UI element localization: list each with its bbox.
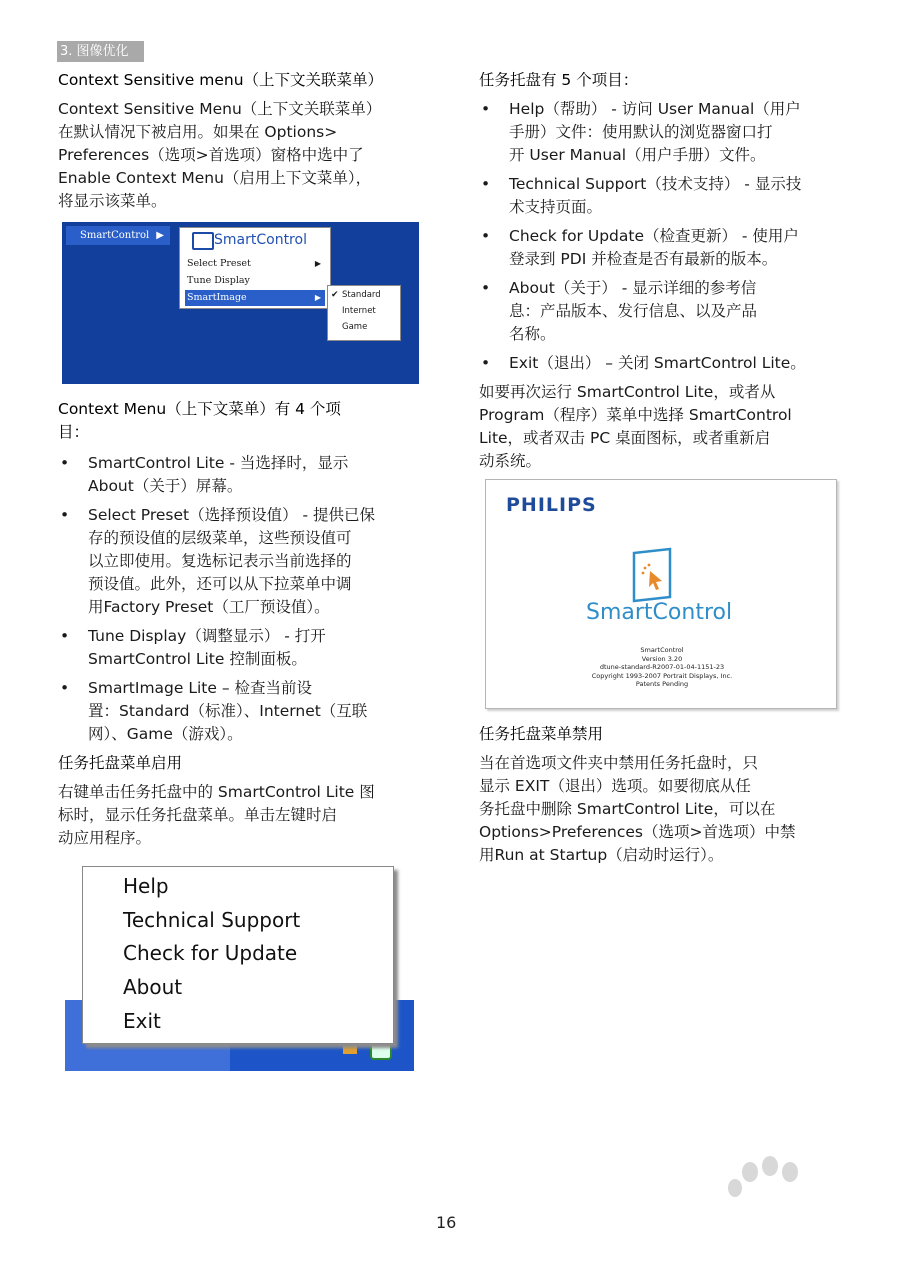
heading-tray-disabled: 任务托盘菜单禁用	[479, 725, 604, 743]
para-line: 标时，显示任务托盘菜单。单击左键时启	[58, 806, 338, 824]
section-tag: 3. 图像优化	[57, 41, 144, 62]
tray-item-exit[interactable]: Exit	[123, 1009, 161, 1033]
splash-screenshot	[485, 479, 837, 709]
arrow-right-icon: ▶	[314, 259, 321, 268]
list-item: • Tune Display（调整显示） - 打开 SmartControl Lite 控制面板。	[58, 625, 428, 671]
para-line: 用Run at Startup（启动时运行）。	[479, 846, 724, 864]
left-column	[58, 69, 428, 213]
tray-menu	[82, 866, 394, 1044]
list-item: • SmartControl Lite - 当选择时，显示 About（关于）屏幕。	[58, 452, 428, 498]
list-item: • Exit（退出） – 关闭 SmartControl Lite。	[479, 352, 849, 375]
heading-context-menu: Context Menu（上下文菜单）有 4 个项	[58, 400, 341, 418]
context-menu-screenshot	[62, 222, 419, 384]
para-line: Options>Preferences（选项>首选项）中禁	[479, 823, 796, 841]
right-column-2	[479, 723, 849, 867]
tray-bullets	[479, 98, 849, 375]
right-column	[479, 69, 849, 473]
brand-label: SmartControl	[214, 232, 307, 248]
list-item: • Help（帮助） - 访问 User Manual（用户 手册）文件：使用默认的浏览器窗口打 开 User Manual（用户手册）文件。	[479, 98, 849, 167]
tray-item-check-for-update[interactable]: Check for Update	[123, 941, 298, 965]
page-number: 16	[436, 1213, 457, 1232]
smartcontrol-tab: SmartControl ▶	[66, 226, 170, 245]
submenu-item-game[interactable]: Game	[342, 322, 368, 332]
list-item: • About（关于） - 显示详细的参考信 息：产品版本、发行信息、以及产品 名称。	[479, 277, 849, 346]
version-info: SmartControl Version 3.20 dtune-standard-R2007-01-04-1151-23 Copyright 1993-2007 Portrait Displays, Inc. Patents Pending	[591, 646, 733, 688]
para-line: 动系统。	[479, 452, 542, 470]
menu-item-smartimage[interactable]: SmartImage ▶	[185, 290, 325, 306]
tray-menu-screenshot	[65, 866, 414, 1071]
baidu-watermark	[645, 1150, 855, 1260]
tray-item-help[interactable]: Help	[123, 874, 169, 898]
para-line: 在默认情况下被启用。如果在 Options>	[58, 123, 338, 141]
arrow-right-icon: ▶	[314, 293, 321, 302]
heading-tray-enabled: 任务托盘菜单启用	[58, 754, 183, 772]
tray-icon	[343, 1044, 357, 1054]
para-line: 显示 EXIT（退出）选项。如要彻底从任	[479, 777, 751, 795]
para-line: 将显示该菜单。	[58, 192, 167, 210]
submenu-item-standard[interactable]: Standard	[342, 290, 381, 300]
monitor-icon	[192, 232, 214, 250]
product-name: SmartControl	[586, 600, 733, 625]
para-line: Enable Context Menu（启用上下文菜单），	[58, 169, 372, 187]
para-line: Lite，或者双击 PC 桌面图标，或者重新启	[479, 429, 771, 447]
menu-item-tune-display[interactable]: Tune Display	[187, 275, 250, 286]
tray-item-technical-support[interactable]: Technical Support	[123, 908, 301, 932]
list-item: • Select Preset（选择预设值） - 提供已保 存的预设值的层级菜单，这些预设值可 以立即使用。复选标记表示当前选择的 预设值。此外，还可以从下拉菜单中调 用Factory Preset（工厂预设值）。	[58, 504, 428, 619]
list-item: • SmartImage Lite – 检查当前设 置：Standard（标准）、Internet（互联 网）、Game（游戏）。	[58, 677, 428, 746]
para-line: Preferences（选项>首选项）窗格中选中了	[58, 146, 364, 164]
smartimage-submenu	[327, 285, 401, 341]
context-menu-bullets	[58, 452, 428, 746]
para-line: 右键单击任务托盘中的 SmartControl Lite 图	[58, 783, 375, 801]
left-column-2	[58, 398, 428, 850]
heading-context-menu-cont: 目：	[58, 423, 90, 441]
para-line: 当在首选项文件夹中禁用任务托盘时，只	[479, 754, 759, 772]
para-line: 如要再次运行 SmartControl Lite，或者从	[479, 383, 776, 401]
para-line: 务托盘中删除 SmartControl Lite，可以在	[479, 800, 776, 818]
list-item: • Check for Update（检查更新） - 使用户 登录到 PDI 并检查是否有最新的版本。	[479, 225, 849, 271]
para-line: Program（程序）菜单中选择 SmartControl	[479, 406, 792, 424]
submenu-item-internet[interactable]: Internet	[342, 306, 376, 316]
tray-item-about[interactable]: About	[123, 975, 183, 999]
checkmark-icon: ✔	[331, 290, 339, 300]
menu-item-select-preset[interactable]: Select Preset ▶	[185, 256, 325, 272]
heading-tray-items: 任务托盘有 5 个项目：	[479, 71, 639, 89]
list-item: • Technical Support（技术支持） - 显示技 术支持页面。	[479, 173, 849, 219]
heading-context-sensitive-menu: Context Sensitive menu（上下文关联菜单）	[58, 71, 384, 89]
philips-logo: PHILIPS	[506, 494, 597, 516]
para-line: Context Sensitive Menu（上下文关联菜单）	[58, 100, 382, 118]
para-line: 动应用程序。	[58, 829, 152, 847]
context-menu	[179, 227, 331, 309]
smartcontrol-logo-icon	[630, 547, 674, 603]
